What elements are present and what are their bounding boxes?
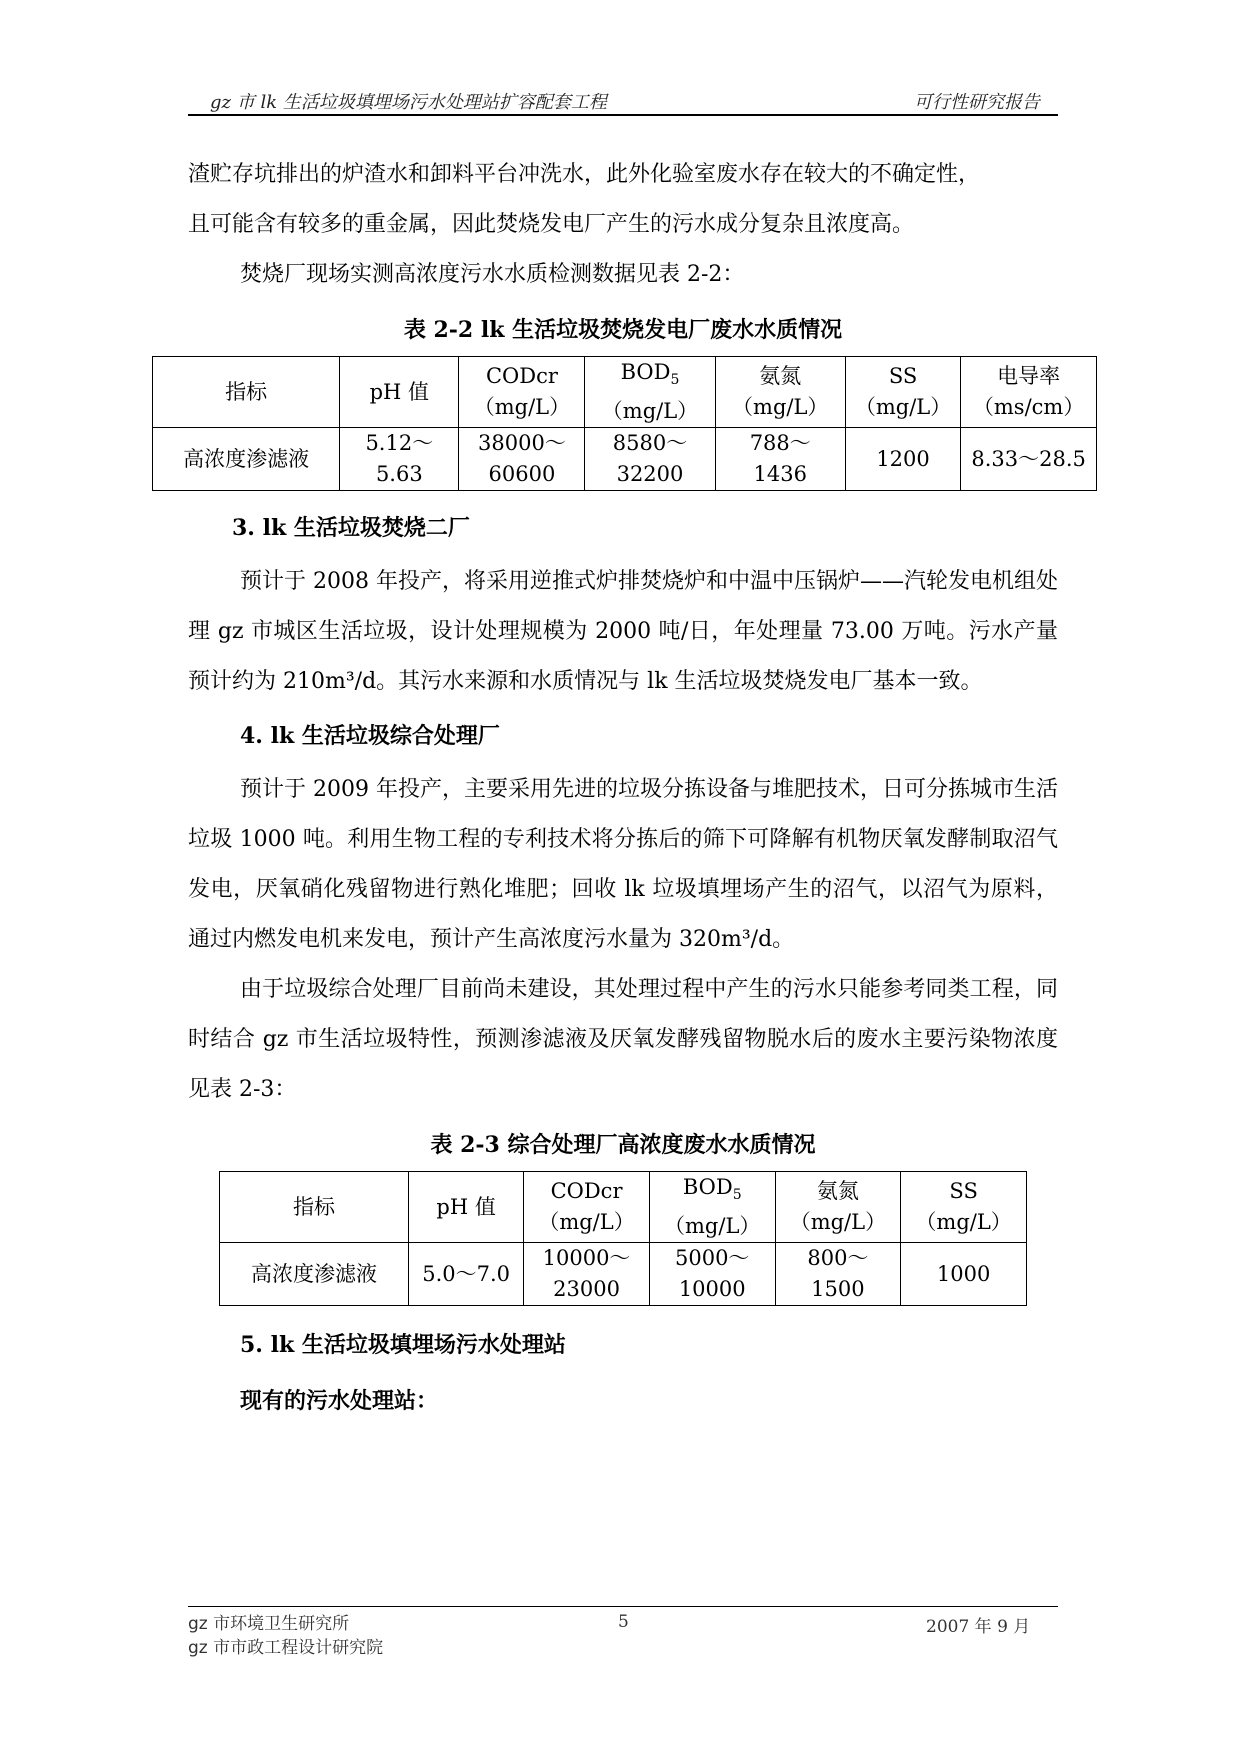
footer-divider — [188, 1606, 1058, 1607]
header-report-type: 可行性研究报告 — [914, 92, 1040, 113]
header-cell: 氨氮 （mg/L） — [775, 1172, 901, 1243]
table-row — [153, 428, 1097, 491]
table-cell: 5.12～ 5.63 — [340, 428, 459, 491]
header-cell: SS （mg/L） — [845, 357, 960, 428]
section-3-title: 3. lk 生活垃圾焚烧二厂 — [232, 515, 470, 542]
page-body — [183, 150, 1086, 1430]
page-header — [188, 86, 1058, 116]
header-cell: CODcr （mg/L） — [459, 357, 585, 428]
table-header-row — [153, 357, 1097, 428]
section-3-paragraph: 预计于 2008 年投产，将采用逆推式炉排焚烧炉和中温中压锅炉——汽轮发电机组处理 gz 市城区生活垃圾，设计处理规模为 2000 吨/日，年处理量 73.00 万吨。污水产量预计约为 210m³/d。其污水来源和水质情况与 lk 生活垃圾焚烧发电厂基本一致。 — [188, 569, 1058, 695]
header-cell: pH 值 — [340, 357, 459, 428]
table-2-2-caption: 表 2-2 lk 生活垃圾焚烧发电厂废水水质情况 — [403, 317, 843, 343]
header-cell: 指标 — [220, 1172, 409, 1243]
table-cell: 高浓度渗滤液 — [153, 428, 340, 491]
table-header-row — [220, 1172, 1027, 1243]
footer-date: 2007 年 9 月 — [926, 1617, 1031, 1637]
table-cell: 1200 — [845, 428, 960, 491]
table-2-3 — [219, 1171, 1027, 1306]
footer-org-1: gz 市环境卫生研究所 — [188, 1614, 350, 1634]
section-5-subtitle: 现有的污水处理站： — [240, 1388, 439, 1415]
header-cell: SS （mg/L） — [901, 1172, 1027, 1243]
header-cell: 氨氮 （mg/L） — [715, 357, 845, 428]
table-cell: 788～ 1436 — [715, 428, 845, 491]
table-cell: 38000～ 60600 — [459, 428, 585, 491]
paragraph-table-ref: 焚烧厂现场实测高浓度污水水质检测数据见表 2-2： — [240, 262, 745, 287]
section-5-title: 5. lk 生活垃圾填埋场污水处理站 — [240, 1332, 566, 1359]
paragraph-continued-line2: 且可能含有较多的重金属，因此焚烧发电厂产生的污水成分复杂且浓度高。 — [188, 212, 915, 237]
table-row — [220, 1243, 1027, 1306]
table-cell: 8.33～28.5 — [961, 428, 1097, 491]
table-2-2 — [152, 356, 1097, 491]
table-cell: 1000 — [901, 1243, 1027, 1306]
section-4-paragraph: 预计于 2009 年投产，主要采用先进的垃圾分拣设备与堆肥技术，日可分拣城市生活垃圾 1000 吨。利用生物工程的专利技术将分拣后的筛下可降解有机物厌氧发酵制取沼气发电，厌氧硝化残留物进行熟化堆肥；回收 lk 垃圾填埋场产生的沼气，以沼气为原料，通过内燃发电机来发电，预计产生高浓度污水量为 320m³/d。 — [188, 777, 1058, 953]
header-cell: CODcr （mg/L） — [524, 1172, 650, 1243]
footer-organizations — [188, 1612, 383, 1660]
table-cell: 高浓度渗滤液 — [220, 1243, 409, 1306]
table-cell: 800～ 1500 — [775, 1243, 901, 1306]
footer-org-2: gz 市市政工程设计研究院 — [188, 1638, 384, 1658]
table-cell: 8580～ 32200 — [585, 428, 715, 491]
header-cell: pH 值 — [409, 1172, 524, 1243]
section-4-paragraph-2: 由于垃圾综合处理厂目前尚未建设，其处理过程中产生的污水只能参考同类工程，同时结合 gz 市生活垃圾特性，预测渗滤液及厌氧发酵残留物脱水后的废水主要污染物浓度见表 2-3： — [188, 977, 1058, 1103]
table-cell: 5.0～7.0 — [409, 1243, 524, 1306]
table-cell: 5000～ 10000 — [649, 1243, 775, 1306]
header-cell: 电导率 （ms/cm） — [961, 357, 1097, 428]
table-cell: 10000～ 23000 — [524, 1243, 650, 1306]
header-cell: $BOD_5$ （mg/L） — [585, 357, 715, 428]
page-number: 5 — [618, 1612, 629, 1632]
table-2-3-caption: 表 2-3 综合处理厂高浓度废水水质情况 — [430, 1132, 816, 1159]
header-project-title: gz 市 lk 生活垃圾填埋场污水处理站扩容配套工程 — [210, 92, 607, 113]
header-cell: $BOD_5$ （mg/L） — [649, 1172, 775, 1243]
header-cell: 指标 — [153, 357, 340, 428]
section-4-title: 4. lk 生活垃圾综合处理厂 — [240, 723, 500, 750]
paragraph-continued-line1: 渣贮存坑排出的炉渣水和卸料平台冲洗水，此外化验室废水存在较大的不确定性， — [188, 162, 981, 187]
